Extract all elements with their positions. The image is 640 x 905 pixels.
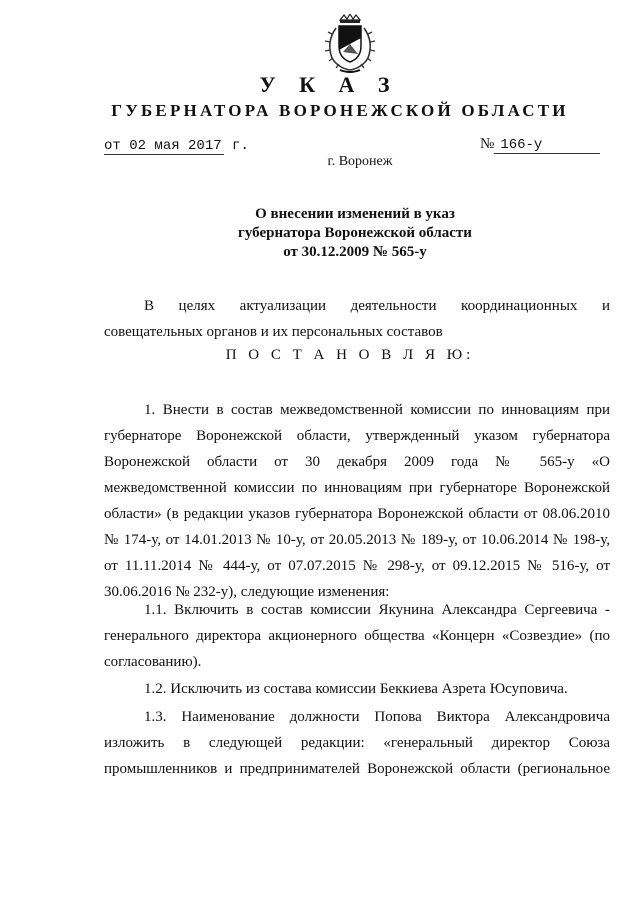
date-suffix: г. <box>232 138 249 154</box>
issuing-authority: ГУБЕРНАТОРА ВОРОНЕЖСКОЙ ОБЛАСТИ <box>111 101 569 120</box>
decree-number <box>480 136 600 154</box>
decree-subject <box>0 205 640 262</box>
text-line: 1.2. Исключить из состава комиссии Беккиева Азрета Юсуповича. <box>144 681 568 697</box>
text-line: межведомственной комиссии по инновациям при губернаторе Воронежской <box>104 480 610 496</box>
subject-line: О внесении изменений в указ <box>255 206 455 222</box>
number-value: 166-у <box>494 137 600 154</box>
text-line: промышленников и предпринимателей Воронежской области (региональное <box>104 761 610 777</box>
date-value: 02 мая 2017 <box>129 138 222 154</box>
coat-of-arms-icon <box>318 14 382 76</box>
text-line: № 174-у, от 14.01.2013 № 10-у, от 20.05.2013 № 189-у, от 10.06.2014 № 198-у, <box>104 532 610 548</box>
city-name: г. Воронеж <box>327 154 393 169</box>
decree-resolution-word: П О С Т А Н О В Л Я Ю: <box>225 347 475 363</box>
subject-line: губернатора Воронежской области <box>238 225 472 241</box>
preamble-paragraph <box>104 293 610 345</box>
decree-date <box>104 138 249 155</box>
paragraph-1 <box>104 397 610 605</box>
paragraph-1-1 <box>104 597 610 675</box>
text-line: В целях актуализации деятельности координационных и <box>144 298 610 314</box>
text-line: 1.3. Наименование должности Попова Виктора Александровича <box>144 709 610 725</box>
text-line: 1. Внести в состав межведомственной комиссии по инновациям при <box>144 402 610 418</box>
text-line: от 11.11.2014 № 444-у, от 07.07.2015 № 298-у, от 09.12.2015 № 516-у, от <box>104 558 610 574</box>
text-line: изложить в следующей редакции: «генеральный директор Союза <box>104 735 610 751</box>
paragraph-1-2 <box>104 676 610 702</box>
text-line: генерального директора акционерного общества «Концерн «Созвездие» (по <box>104 628 610 644</box>
date-prefix: от <box>104 138 121 154</box>
text-line: согласованию). <box>104 654 202 670</box>
text-line: области» (в редакции указов губернатора Воронежской области от 08.06.2010 <box>104 506 610 522</box>
number-label: № <box>480 136 495 152</box>
subject-line: от 30.12.2009 № 565-у <box>283 244 427 260</box>
text-line: 30.06.2016 № 232-у), следующие изменения: <box>104 584 390 600</box>
text-line: губернаторе Воронежской области, утвержденный указом губернатора <box>104 428 610 444</box>
text-line: 1.1. Включить в состав комиссии Якунина Александра Сергеевича - <box>144 602 610 618</box>
document-type-title: У К А З <box>259 72 399 97</box>
text-line: Воронежской области от 30 декабря 2009 года № 565-у «О <box>104 454 610 470</box>
paragraph-1-3 <box>104 704 610 782</box>
text-line: совещательных органов и их персональных составов <box>104 324 443 340</box>
